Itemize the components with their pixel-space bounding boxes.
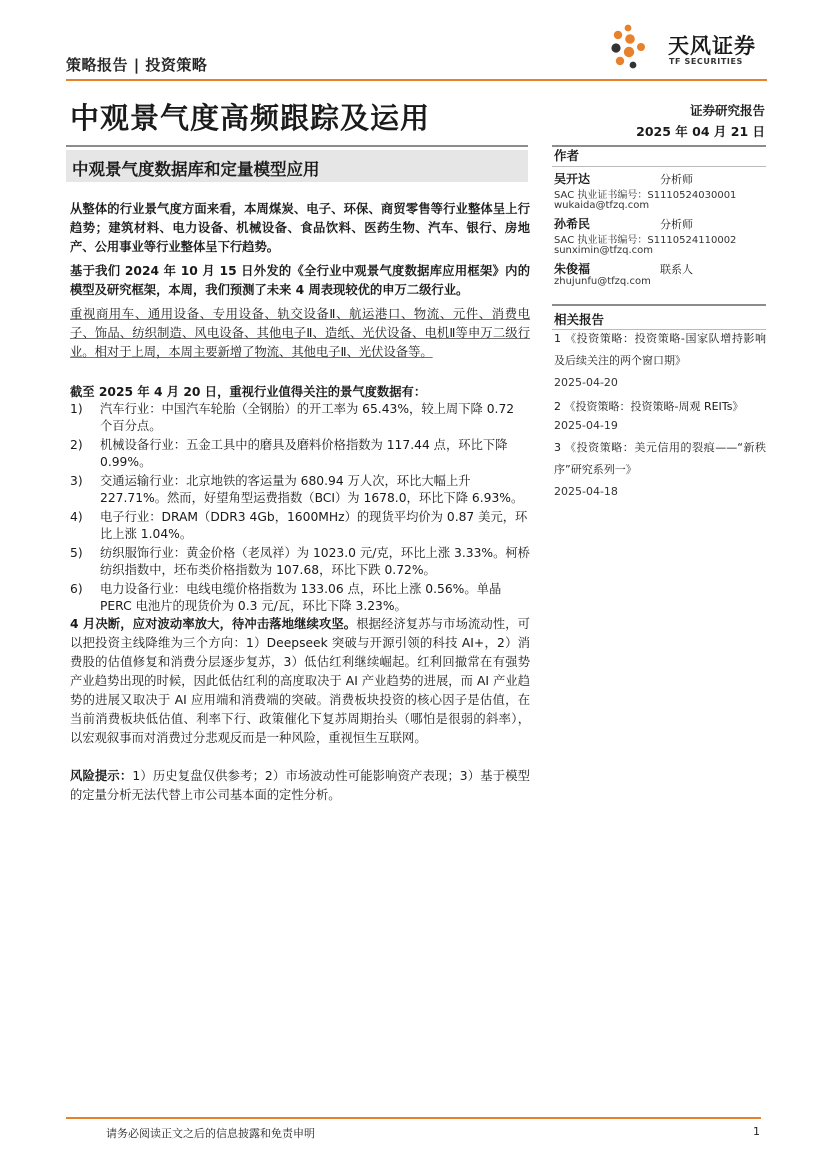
header-divider bbox=[66, 79, 767, 81]
footer-disclaimer: 请务必阅读正文之后的信息披露和免责申明 bbox=[106, 1127, 315, 1140]
related-report-link[interactable]: 1 《投资策略：投资策略-国家队增持影响及后续关注的两个窗口期》 bbox=[554, 332, 766, 367]
outlook-paragraph bbox=[70, 615, 530, 748]
list-item-text: 汽车行业：中国汽车轮胎（全钢胎）的开工率为 65.43%，较上周下降 0.72 个百分点。 bbox=[100, 402, 515, 433]
author-email[interactable]: wukaida@tfzq.com bbox=[554, 200, 650, 211]
related-report-link[interactable]: 2 《投资策略：投资策略-周观 REITs》 bbox=[554, 400, 744, 413]
indicator-list bbox=[70, 401, 530, 617]
sidebar-divider bbox=[552, 145, 766, 147]
authors-divider bbox=[552, 166, 766, 167]
list-item-text: 纺织服饰行业：黄金价格（老凤祥）为 1023.0 元/克，环比上涨 3.33%。柯桥纺织指数中，坯布类价格指数为 107.68，环比下跌 0.72%。 bbox=[100, 546, 530, 577]
logo-subtext: TF SECURITIES bbox=[669, 57, 743, 66]
risk-label: 风险提示： bbox=[70, 769, 133, 783]
list-item-text: 机械设备行业：五金工具中的磨具及磨料价格指数为 117.44 点，环比下降 0.99%。 bbox=[100, 438, 508, 469]
report-type: 证券研究报告 bbox=[689, 103, 765, 118]
list-item bbox=[70, 509, 530, 542]
author-role: 联系人 bbox=[660, 263, 693, 276]
related-report-link[interactable]: 3 《投资策略：美元信用的裂痕——“新秩序”研究系列一》 bbox=[554, 441, 766, 476]
risk-paragraph bbox=[70, 767, 530, 805]
list-item bbox=[70, 437, 530, 470]
logo-text: 天风证券 bbox=[668, 34, 756, 58]
author-cert: SAC 执业证书编号：S1110524030001 bbox=[554, 190, 737, 201]
author-name: 吴开达 bbox=[554, 172, 591, 186]
author-email[interactable]: zhujunfu@tfzq.com bbox=[554, 276, 651, 287]
title-divider bbox=[66, 145, 528, 147]
summary-paragraph-3: 重视商用车、通用设备、专用设备、轨交设备Ⅱ、航运港口、物流、元件、消费电子、饰品、纺织制造、风电设备、其他电子Ⅱ、造纸、光伏设备、电机Ⅱ等申万二级行业。相对于上周，本周主要新增了物流、其他电子Ⅱ、光伏设备等。 bbox=[70, 307, 530, 359]
report-category: 策略报告 | 投资策略 bbox=[66, 56, 208, 74]
related-report-date: 2025-04-18 bbox=[554, 485, 618, 498]
outlook-lead: 4 月决断，应对波动率放大，待冲击落地继续攻坚。 bbox=[70, 617, 357, 631]
summary-paragraph-1: 从整体的行业景气度方面来看，本周煤炭、电子、环保、商贸零售等行业整体呈上行趋势；建筑材料、电力设备、机械设备、食品饮料、医药生物、汽车、银行、房地产、公用事业等行业整体呈下行趋势。 bbox=[70, 202, 530, 254]
related-report-date: 2025-04-19 bbox=[554, 419, 618, 432]
list-item-number: 4) bbox=[70, 510, 83, 524]
outlook-body: 根据经济复苏与市场流动性，可以把投资主线降维为三个方向：1）Deepseek 突破与开源引领的科技 AI+，2）消费股的估值修复和消费分层逐步复苏，3）低估红利继续崛起。红利回撤常在有强势产业趋势出现的时候，因此低估红利的高度取决于 AI 产业趋势的进展，而 AI 产业趋势的进展又取决于 AI 应用端和消费端的突破。消费板块投资的核心因子是估值，在当前消费板块低估值、利率下行、政策催化下复苏周期抬头（哪怕是很弱的斜率），以宏观叙事而对消费过分悲观反而是一种风险，重视恒生互联网。 bbox=[70, 617, 530, 745]
list-item-number: 5) bbox=[70, 546, 83, 560]
footer-divider bbox=[66, 1117, 761, 1119]
page-subtitle: 中观景气度数据库和定量模型应用 bbox=[72, 160, 320, 179]
author-role: 分析师 bbox=[660, 173, 693, 186]
authors-heading: 作者 bbox=[554, 148, 580, 163]
report-date: 2025 年 04 月 21 日 bbox=[636, 124, 765, 139]
author-role: 分析师 bbox=[660, 218, 693, 231]
list-item-number: 2) bbox=[70, 438, 83, 452]
list-item bbox=[70, 401, 530, 434]
risk-body: 1）历史复盘仅供参考；2）市场波动性可能影响资产表现；3）基于模型的定量分析无法代替上市公司基本面的定性分析。 bbox=[70, 769, 530, 802]
list-item bbox=[70, 545, 530, 578]
list-item bbox=[70, 581, 530, 614]
list-item-text: 电子行业：DRAM（DDR3 4Gb，1600MHz）的现货平均价为 0.87 美元，环比上涨 1.04%。 bbox=[100, 510, 528, 541]
page-title: 中观景气度高频跟踪及运用 bbox=[70, 101, 431, 135]
list-item-number: 1) bbox=[70, 402, 83, 416]
list-item-number: 6) bbox=[70, 582, 83, 596]
summary-paragraph-2: 基于我们 2024 年 10 月 15 日外发的《全行业中观景气度数据库应用框架》内的模型及研究框架，本周，我们预测了未来 4 周表现较优的申万二级行业。 bbox=[70, 264, 530, 297]
related-report-date: 2025-04-20 bbox=[554, 376, 618, 389]
list-item-number: 3) bbox=[70, 474, 83, 488]
list-item-text: 电力设备行业：电线电缆价格指数为 133.06 点，环比上涨 0.56%。单晶 PERC 电池片的现货价为 0.3 元/瓦，环比下降 3.23%。 bbox=[100, 582, 502, 613]
author-email[interactable]: sunximin@tfzq.com bbox=[554, 245, 654, 256]
page-number: 1 bbox=[753, 1125, 760, 1138]
list-item bbox=[70, 473, 530, 506]
author-name: 孙希民 bbox=[554, 217, 591, 231]
related-top-divider bbox=[552, 304, 766, 306]
list-item-text: 交通运输行业：北京地铁的客运量为 680.94 万人次，环比大幅上升 227.71%。然而，好望角型运费指数（BCI）为 1678.0，环比下降 6.93%。 bbox=[100, 474, 524, 505]
author-name: 朱俊福 bbox=[554, 262, 591, 276]
related-reports-heading: 相关报告 bbox=[554, 312, 605, 327]
author-cert: SAC 执业证书编号：S1110524110002 bbox=[554, 235, 737, 246]
data-list-heading: 截至 2025 年 4 月 20 日，重视行业值得关注的景气度数据有： bbox=[70, 385, 427, 399]
